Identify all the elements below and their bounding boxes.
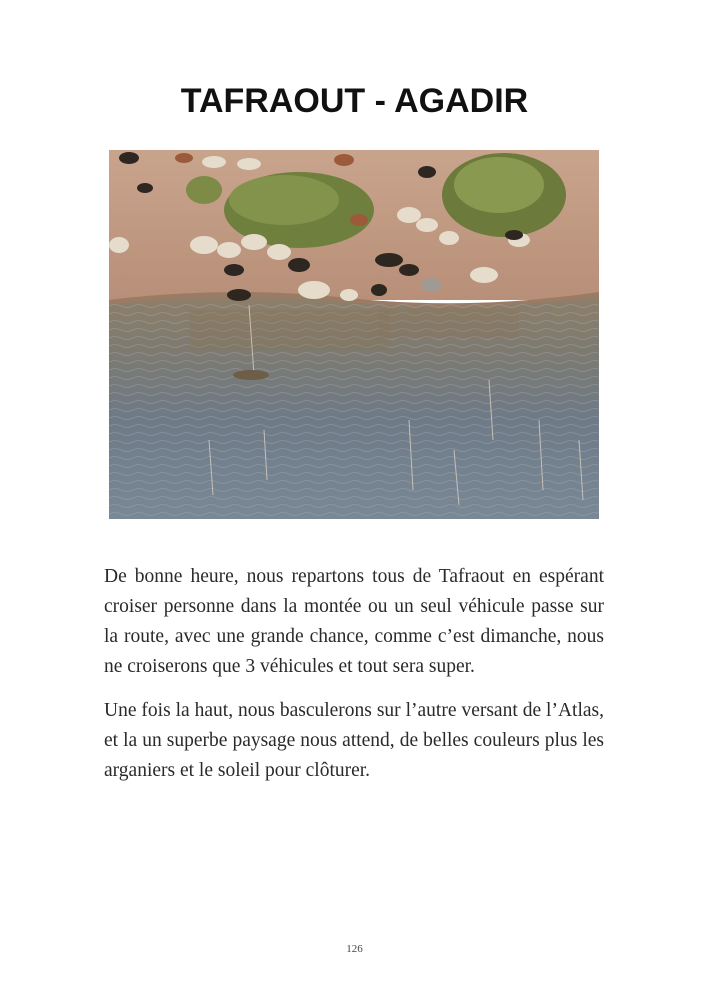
paragraph-2: Une fois la haut, nous basculerons sur l’autre versant de l’Atlas, et la un superbe paysage nous attend, de belles couleurs plus les arganiers et le soleil pour clôturer.	[104, 700, 604, 781]
page-number: 126	[346, 943, 363, 955]
page-title: TAFRAOUT - AGADIR	[180, 82, 529, 120]
body-text	[104, 562, 604, 800]
paragraph-1: De bonne heure, nous repartons tous de Tafraout en espérant croiser personne dans la montée ou un seul véhicule passe sur la route, avec une grande chance, comme c’est dimanche, nous ne croiserons que 3 véhicules et tout sera super.	[104, 566, 604, 677]
photo-herd-at-water	[109, 150, 599, 519]
